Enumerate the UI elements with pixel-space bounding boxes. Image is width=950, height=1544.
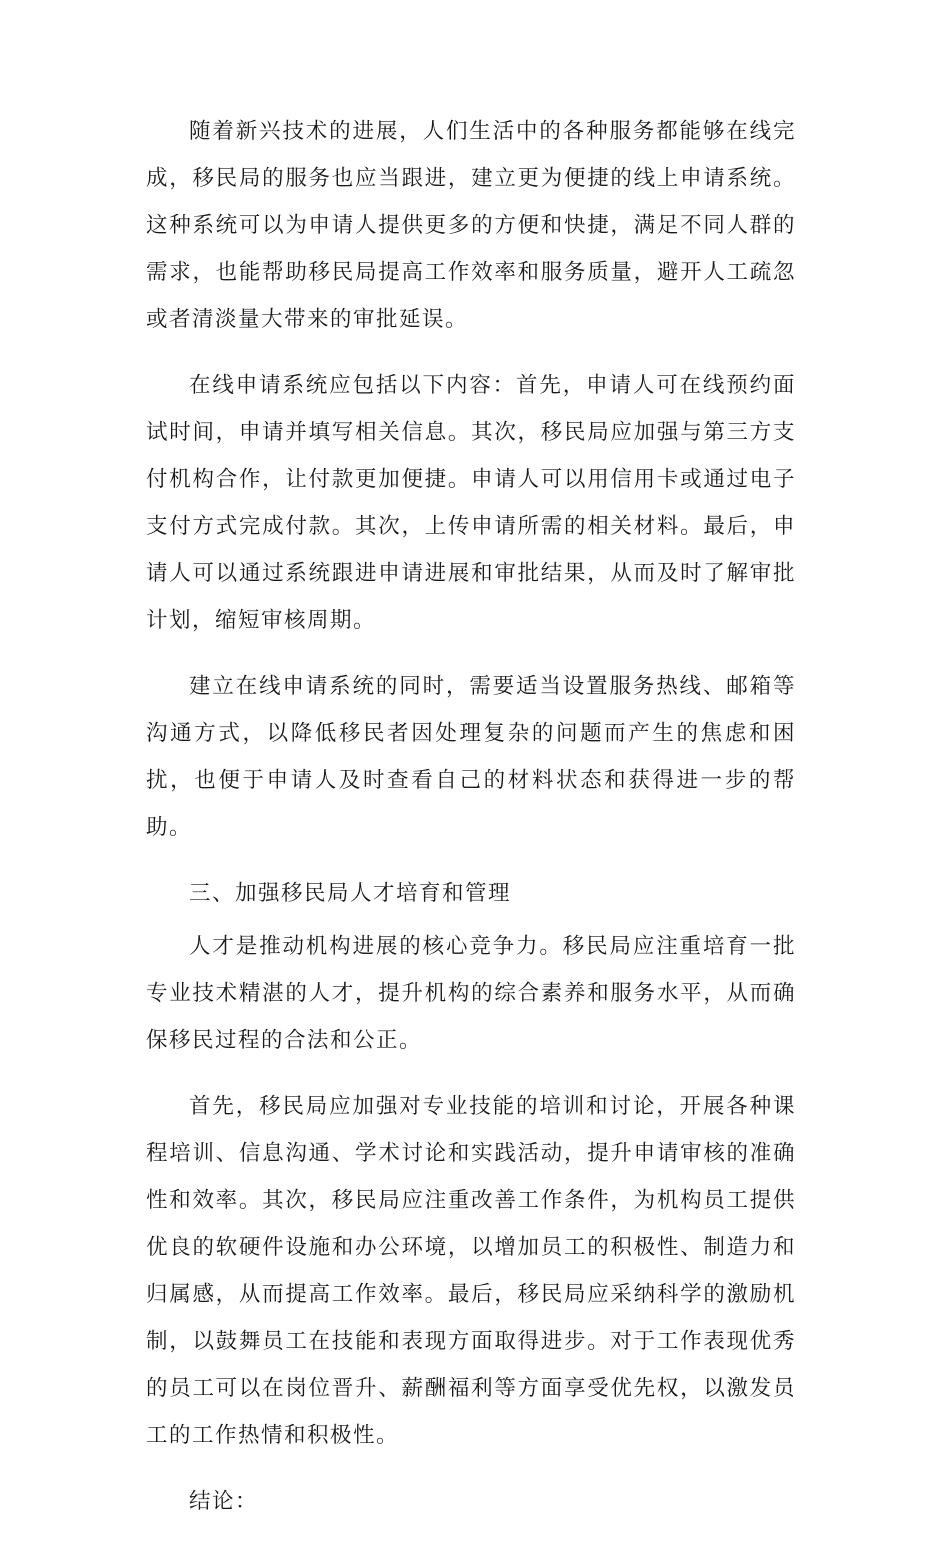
paragraph-training-measures: 首先，移民局应加强对专业技能的培训和讨论，开展各种课程培训、信息沟通、学术讨论和实践活动，提升申请审核的准确性和效率。其次，移民局应注重改善工作条件，为机构员工提供优良的软硬件设施和办公环境，以增加员工的积极性、制造力和归属感，从而提高工作效率。最后，移民局应采纳科学的激励机制，以鼓舞员工在技能和表现方面取得进步。对于工作表现优秀的员工可以在岗位晋升、薪酬福利等方面享受优先权，以激发员工的工作热情和积极性。 (146, 1094, 796, 1448)
paragraph-support-channels: 建立在线申请系统的同时，需要适当设置服务热线、邮箱等沟通方式，以降低移民者因处理复杂的问题而产生的焦虑和困扰，也便于申请人及时查看自己的材料状态和获得进一步的帮助。 (146, 674, 796, 840)
paragraph-online-services: 随着新兴技术的进展，人们生活中的各种服务都能够在线完成，移民局的服务也应当跟进，建立更为便捷的线上申请系统。这种系统可以为申请人提供更多的方便和快捷，满足不同人群的需求，也能帮助移民局提高工作效率和服务质量，避开人工疏忽或者清淡量大带来的审批延误。 (146, 119, 796, 332)
paragraph-system-contents: 在线申请系统应包括以下内容：首先，申请人可在线预约面试时间，申请并填写相关信息。其次，移民局应加强与第三方支付机构合作，让付款更加便捷。申请人可以用信用卡或通过电子支付方式完成付款。其次，上传申请所需的相关材料。最后，申请人可以通过系统跟进申请进展和审批结果，从而及时了解审批计划，缩短审核周期。 (146, 373, 796, 633)
section-heading-talent: 三、加强移民局人才培育和管理 (189, 881, 512, 906)
document-body (146, 108, 796, 1544)
paragraph-talent-core: 人才是推动机构进展的核心竞争力。移民局应注重培育一批专业技术精湛的人才，提升机构的综合素养和服务水平，从而确保移民过程的合法和公正。 (146, 934, 796, 1053)
conclusion-heading: 结论： (189, 1489, 259, 1514)
